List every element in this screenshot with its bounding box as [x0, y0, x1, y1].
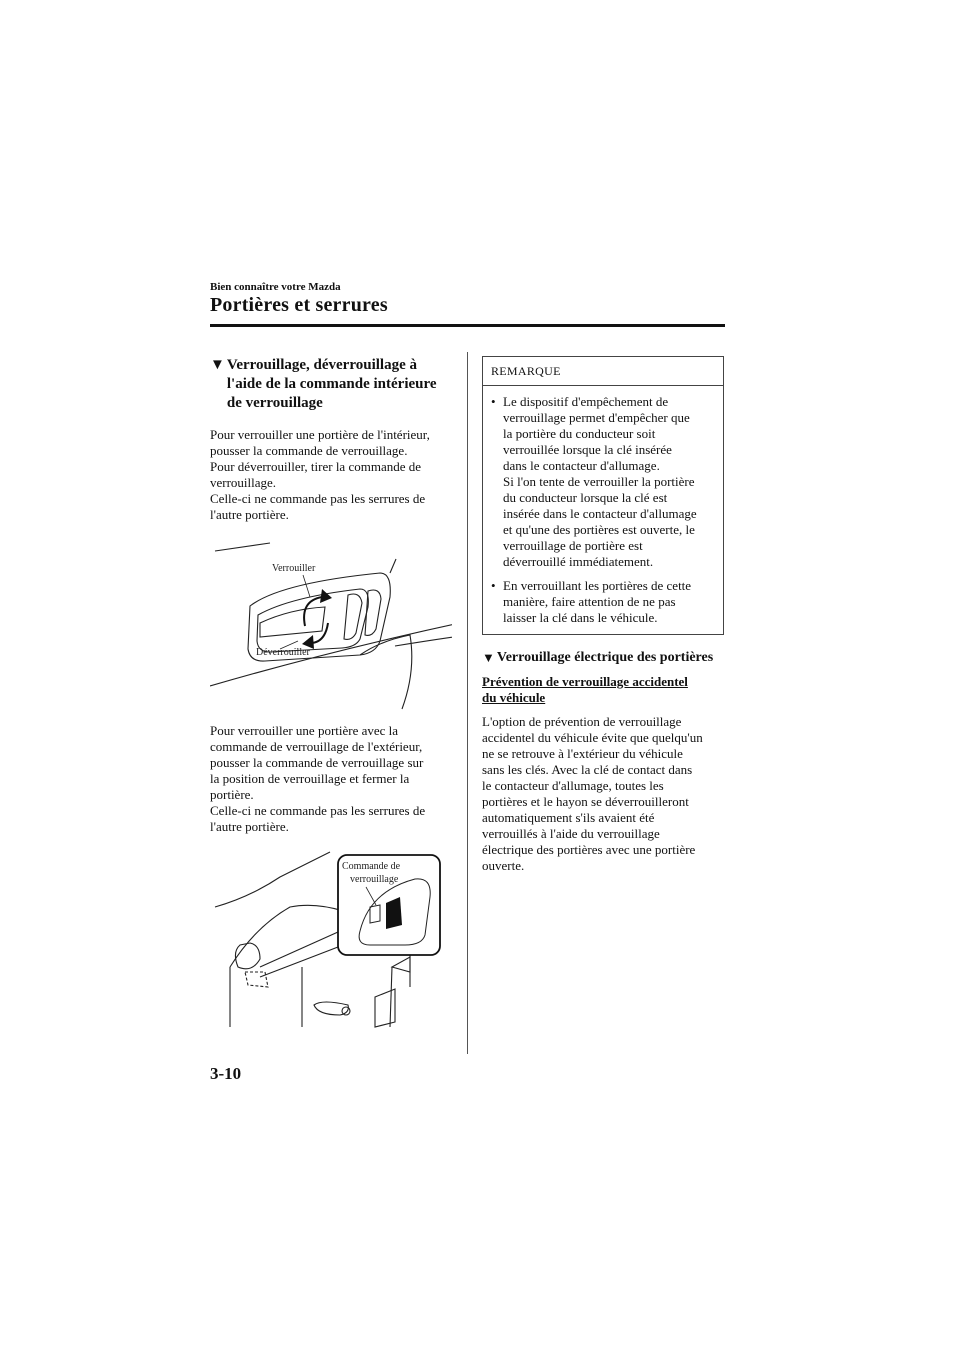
note-item-text: Le dispositif d'empêchement de verrouillage permet d'empêcher que la portière du conducteur soit verrouillée lorsque la clé insérée dans le contacteur d'allumage. Si l'on tente de verrouiller la portière du conducteur lorsque la clé est insérée dans le contacteur d'allumage et qu'une des portières est ouverte, le verrouillage de portière est déverrouillé immédiatement.	[503, 394, 697, 569]
bullet-icon: •	[491, 394, 496, 409]
heading-text: Verrouillage électrique des portières	[496, 650, 714, 665]
left-column	[210, 356, 452, 1032]
header-rule	[210, 324, 725, 327]
bullet-icon: •	[491, 578, 496, 593]
label-deverrouiller: Déverrouiller	[256, 647, 310, 658]
triangle-down-icon: ▼	[210, 357, 225, 373]
note-item	[491, 394, 715, 570]
chapter-title: Portières et serrures	[210, 294, 388, 316]
heading-power-lock	[482, 649, 725, 666]
triangle-down-icon: ▼	[482, 650, 495, 665]
note-item-text: En verrouillant les portières de cette manière, faire attention de ne pas laisser la clé dans le véhicule.	[503, 578, 692, 625]
note-box	[482, 356, 724, 635]
paragraph-interior-lock: Pour verrouiller une portière de l'intérieur, pousser la commande de verrouillage. Pour déverrouiller, tirer la commande de verrouillage. Celle-ci ne commande pas les serrures de l'autre portière.	[210, 427, 430, 522]
label-verrouillage: verrouillage	[350, 874, 399, 885]
paragraph-exterior-lock: Pour verrouiller une portière avec la commande de verrouillage de l'extérieur, pousser la commande de verrouillage sur la position de verrouillage et fermer la portière. Celle-ci ne commande pas les serrures de l'autre portière.	[210, 723, 426, 834]
exterior-lock-illustration	[210, 847, 452, 1032]
column-divider	[467, 352, 468, 1054]
label-commande-de: Commande de	[342, 861, 401, 872]
arrow-lock-icon	[320, 589, 332, 603]
subheading-accidental-lock: Prévention de verrouillage accidentel du véhicule	[482, 674, 688, 705]
interior-lock-illustration	[210, 531, 452, 711]
page-number: 3-10	[210, 1064, 242, 1083]
note-body	[483, 386, 723, 634]
label-verrouiller: Verrouiller	[272, 563, 316, 574]
paragraph-accidental-lock: L'option de prévention de verrouillage accidentel du véhicule évite que quelqu'un ne se retrouve à l'extérieur du véhicule sans les clés. Avec la clé de contact dans le contacteur d'allumage, toutes les portières et le hayon se déverrouilleront automatiquement s'ils avaient été verrouillés à l'aide du verrouillage électrique des portières avec une portière ouverte.	[482, 714, 703, 873]
heading-interior-lock	[210, 356, 452, 413]
right-column	[482, 356, 725, 874]
note-item	[491, 578, 715, 626]
section-kicker: Bien connaître votre Mazda	[210, 281, 341, 293]
note-title: REMARQUE	[483, 357, 723, 386]
heading-text: Verrouillage, déverrouillage à l'aide de la commande intérieure de verrouillage	[226, 357, 437, 411]
